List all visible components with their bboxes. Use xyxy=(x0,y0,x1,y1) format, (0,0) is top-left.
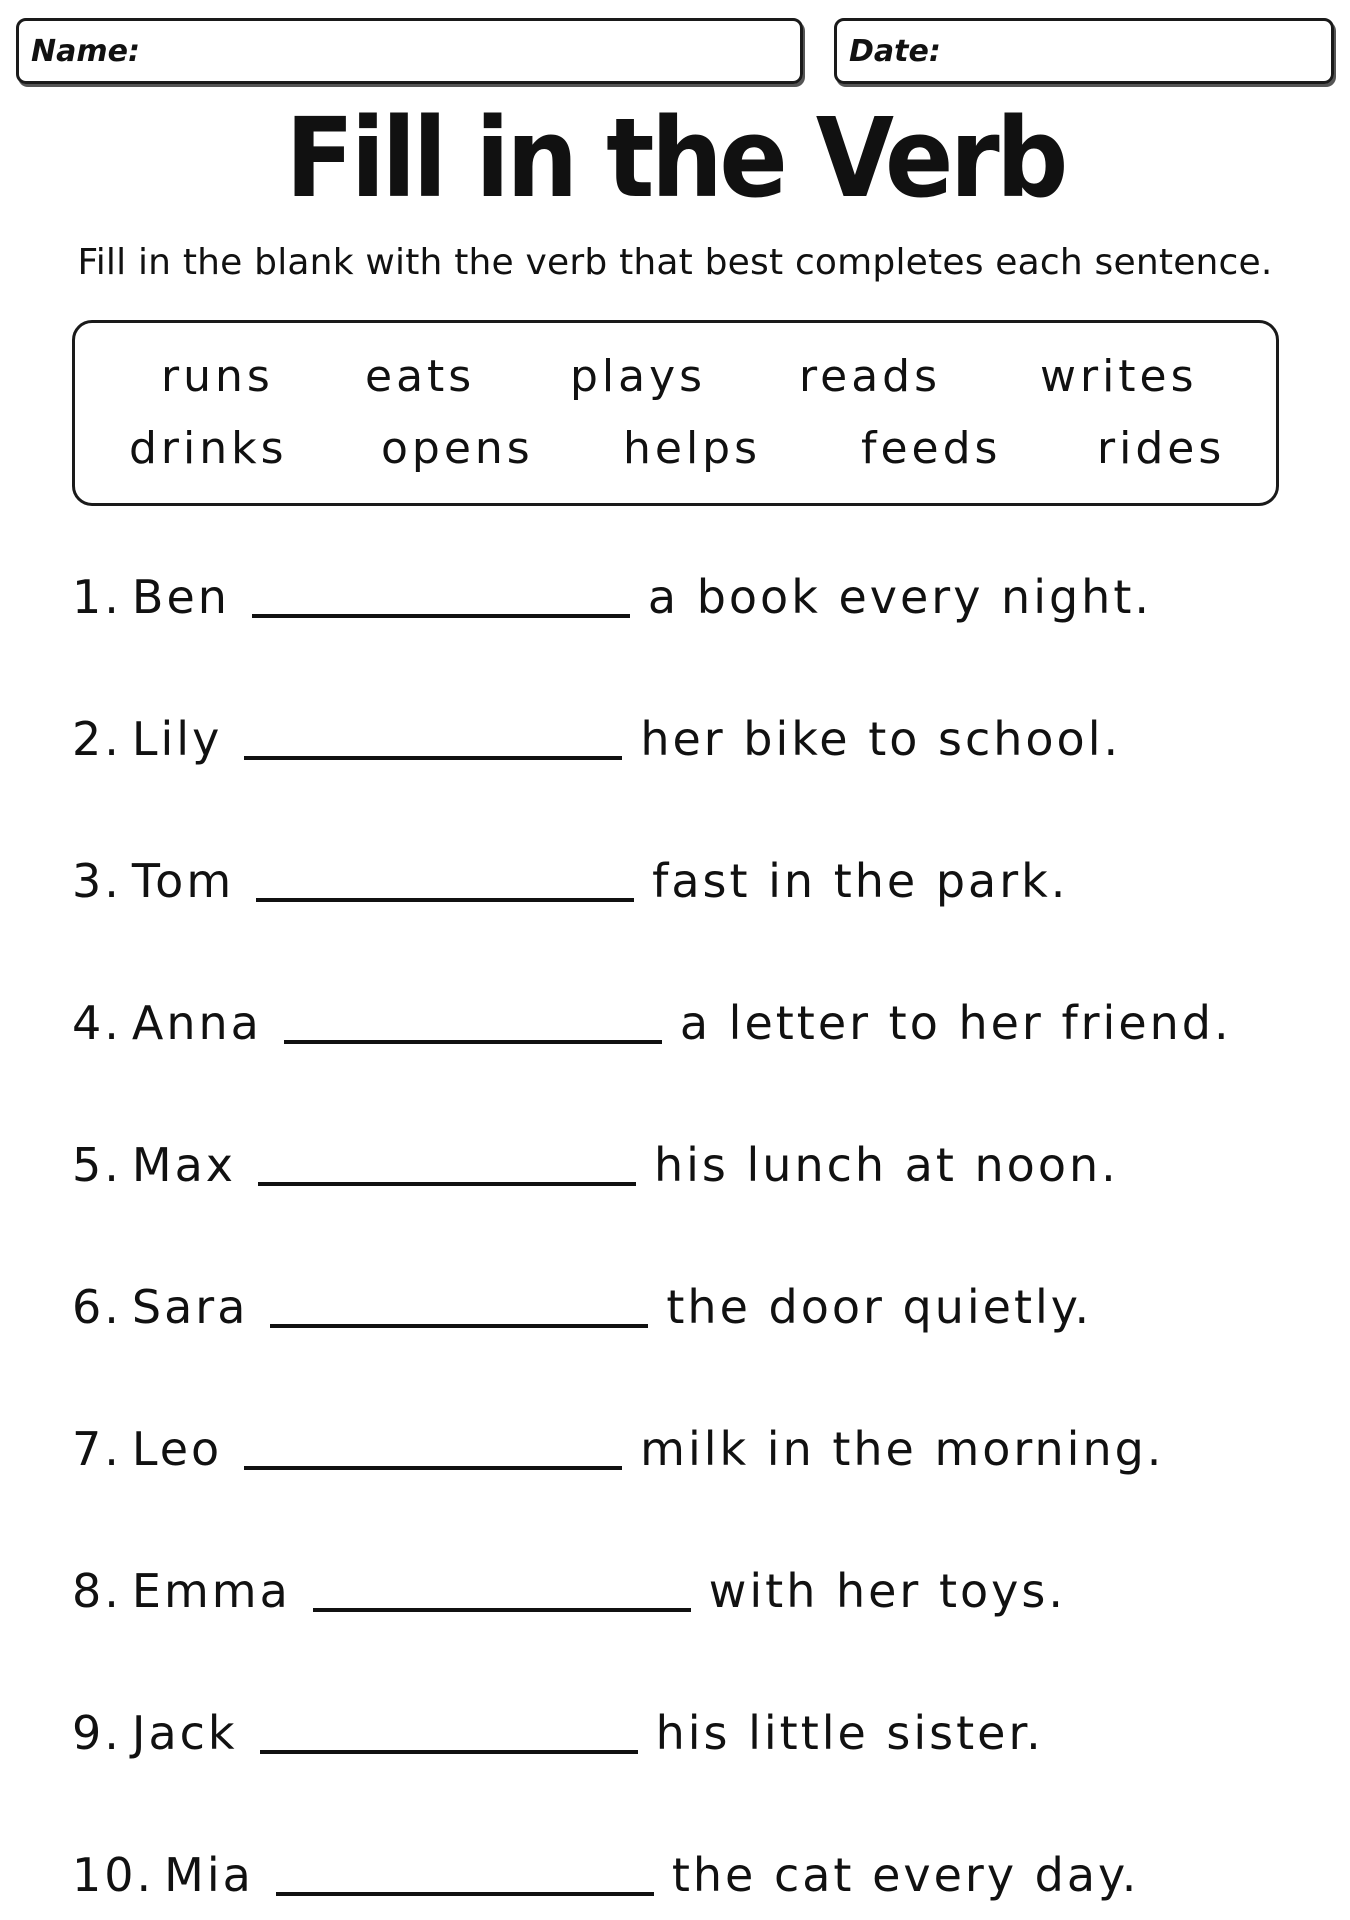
question-number: 8. xyxy=(72,1564,122,1618)
answer-blank[interactable] xyxy=(313,1608,691,1612)
question-number: 2. xyxy=(72,712,122,766)
question-subject: Mia xyxy=(164,1848,254,1902)
question-subject: Sara xyxy=(131,1280,249,1334)
question-row xyxy=(72,1414,1164,1484)
question-number: 3. xyxy=(72,854,122,908)
question-subject: Max xyxy=(131,1138,236,1192)
word-bank-item: rides xyxy=(1097,423,1226,474)
answer-blank[interactable] xyxy=(284,1040,662,1044)
question-number: 6. xyxy=(72,1280,122,1334)
answer-blank[interactable] xyxy=(244,1466,622,1470)
word-bank-item: feeds xyxy=(861,423,1002,474)
question-number: 10. xyxy=(72,1848,155,1902)
question-subject: Tom xyxy=(131,854,235,908)
word-bank-item: helps xyxy=(623,423,762,474)
answer-blank[interactable] xyxy=(270,1324,648,1328)
word-bank-item: runs xyxy=(161,351,274,402)
question-number: 7. xyxy=(72,1422,122,1476)
question-subject: Jack xyxy=(131,1706,238,1760)
question-number: 4. xyxy=(72,996,122,1050)
question-row xyxy=(72,704,1121,774)
question-row xyxy=(72,1556,1066,1626)
question-subject: Lily xyxy=(131,712,223,766)
question-number: 1. xyxy=(72,570,122,624)
question-row xyxy=(72,988,1232,1058)
name-field[interactable] xyxy=(16,18,803,84)
question-rest: with her toys. xyxy=(708,1564,1066,1618)
question-rest: the cat every day. xyxy=(671,1848,1140,1902)
instructions: Fill in the blank with the verb that best completes each sentence. xyxy=(77,242,1273,283)
date-field[interactable] xyxy=(834,18,1334,84)
question-row xyxy=(72,1698,1044,1768)
word-bank-item: plays xyxy=(570,351,707,402)
answer-blank[interactable] xyxy=(258,1182,636,1186)
question-row xyxy=(72,1840,1139,1910)
question-rest: milk in the morning. xyxy=(640,1422,1165,1476)
question-subject: Anna xyxy=(131,996,262,1050)
question-rest: a letter to her friend. xyxy=(679,996,1232,1050)
word-bank-item: reads xyxy=(799,351,942,402)
question-subject: Emma xyxy=(131,1564,291,1618)
question-row xyxy=(72,1272,1092,1342)
question-rest: the door quietly. xyxy=(666,1280,1093,1334)
word-bank-item: drinks xyxy=(129,423,288,474)
worksheet-title: Fill in the Verb xyxy=(285,94,1065,222)
question-row xyxy=(72,562,1152,632)
word-bank-item: eats xyxy=(365,351,476,402)
question-subject: Leo xyxy=(131,1422,223,1476)
word-bank xyxy=(72,320,1279,506)
question-row xyxy=(72,1130,1119,1200)
answer-blank[interactable] xyxy=(252,614,630,618)
date-label: Date: xyxy=(849,33,941,69)
name-label: Name: xyxy=(31,33,140,69)
question-rest: her bike to school. xyxy=(640,712,1122,766)
answer-blank[interactable] xyxy=(260,1750,638,1754)
question-rest: fast in the park. xyxy=(652,854,1069,908)
question-rest: his lunch at noon. xyxy=(654,1138,1119,1192)
word-bank-item: writes xyxy=(1040,351,1198,402)
question-rest: a book every night. xyxy=(647,570,1152,624)
answer-blank[interactable] xyxy=(276,1892,654,1896)
question-row xyxy=(72,846,1068,916)
word-bank-item: opens xyxy=(381,423,534,474)
answer-blank[interactable] xyxy=(256,898,634,902)
question-number: 5. xyxy=(72,1138,122,1192)
answer-blank[interactable] xyxy=(244,756,622,760)
question-subject: Ben xyxy=(131,570,230,624)
question-rest: his little sister. xyxy=(655,1706,1044,1760)
question-number: 9. xyxy=(72,1706,122,1760)
